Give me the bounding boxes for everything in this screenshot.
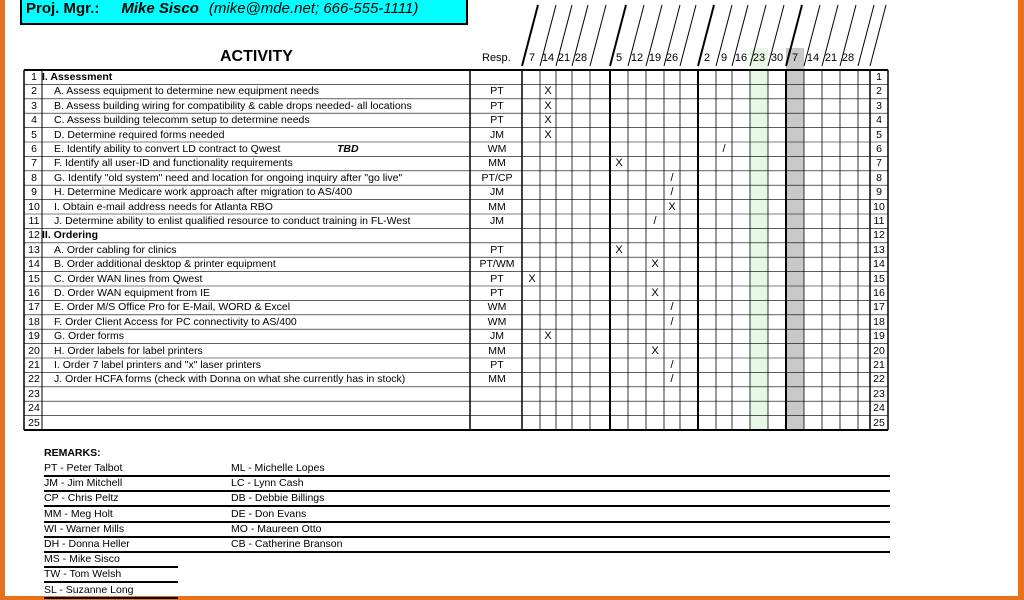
task-label: A. Assess equipment to determine new equipment needs [54, 85, 319, 98]
schedule-mark: X [544, 114, 552, 127]
row-number-right: 3 [876, 99, 882, 112]
legend-entry: JM - Jim Mitchell [44, 477, 123, 490]
legend-entry: DB - Debbie Billings [231, 492, 325, 505]
date-header-slant [590, 5, 606, 66]
legend-rule [44, 521, 890, 523]
date-label: 21 [824, 52, 838, 64]
activity-title: ACTIVITY [220, 48, 293, 65]
schedule-mark: X [668, 200, 676, 213]
task-label: H. Determine Medicare work approach after migration to AS/400 [54, 186, 353, 199]
row-number-right: 22 [873, 373, 885, 386]
row-number-right: 10 [873, 200, 885, 213]
row-number-right: 24 [873, 402, 885, 415]
row-number-right: 17 [873, 301, 885, 314]
legend-entry: MM - Meg Holt [44, 507, 113, 520]
schedule-mark: / [670, 186, 674, 199]
schedule-mark: X [544, 99, 552, 112]
task-label: II. Ordering [42, 229, 99, 242]
resp-code: MM [488, 373, 506, 386]
task-label: B. Assess building wiring for compatibility & cable drops needed- all locations [54, 99, 412, 112]
resp-code: PT [490, 359, 504, 371]
legend-entry: DH - Donna Heller [44, 538, 130, 550]
row-number: 18 [28, 315, 40, 328]
legend-entry: SL - Suzanne Long [44, 583, 134, 596]
row-number: 2 [31, 85, 37, 98]
row-number: 25 [28, 416, 40, 429]
date-label: 19 [648, 52, 662, 64]
resp-code: PT/CP [481, 171, 513, 184]
resp-code: JM [490, 215, 504, 227]
row-number-right: 14 [873, 258, 885, 271]
tbd-note: TBD [337, 143, 359, 155]
schedule-mark: / [653, 215, 657, 227]
date-label: 16 [734, 52, 748, 64]
date-label: 21 [557, 52, 571, 64]
legend-rule [44, 490, 890, 492]
schedule-mark: / [670, 373, 674, 386]
resp-code: WM [487, 301, 507, 314]
row-number-right: 16 [873, 287, 885, 299]
resp-code: MM [488, 157, 506, 170]
highlight-column-gray [786, 48, 804, 430]
legend-rule [44, 505, 890, 507]
date-label: 9 [720, 52, 728, 64]
resp-code: WM [487, 143, 507, 155]
schedule-mark: X [544, 85, 552, 98]
schedule-mark: / [670, 301, 674, 314]
resp-code: PT/WM [479, 258, 515, 271]
row-number-right: 20 [873, 344, 885, 357]
task-label: J. Order HCFA forms (check with Donna on what she currently has in stock) [54, 373, 406, 386]
date-label: 12 [630, 52, 644, 64]
row-number: 4 [31, 114, 37, 127]
legend-entry: WI - Warner Mills [44, 522, 125, 535]
row-number: 13 [28, 243, 40, 256]
row-number-right: 12 [873, 229, 885, 242]
date-header-slant [870, 5, 886, 66]
row-number-right: 4 [876, 114, 882, 127]
date-label: 14 [806, 52, 820, 64]
row-number: 24 [28, 402, 40, 415]
row-number-right: 1 [876, 71, 882, 83]
task-label: E. Order M/S Office Pro for E-Mail, WORD & Excel [54, 301, 291, 314]
row-number-right: 25 [873, 416, 885, 429]
date-label: 30 [770, 52, 784, 64]
schedule-mark: X [651, 344, 659, 357]
project-manager-contact: (mike@mde.net; 666-555-1111) [208, 0, 419, 17]
task-label: H. Order labels for label printers [54, 344, 203, 357]
legend-entry: PT - Peter Talbot [44, 462, 123, 474]
date-label: 14 [541, 52, 555, 64]
row-number-right: 11 [873, 215, 885, 227]
row-number-right: 18 [873, 315, 885, 328]
row-number: 10 [28, 200, 40, 213]
row-number: 15 [28, 272, 40, 285]
task-label: C. Assess building telecomm setup to determine needs [54, 114, 310, 127]
task-label: C. Order WAN lines from Qwest [54, 272, 203, 285]
row-number: 6 [31, 143, 37, 155]
task-label: J. Determine ability to enlist qualified resource to conduct training in FL-West [54, 215, 411, 227]
row-number: 21 [28, 359, 40, 371]
row-number: 20 [28, 344, 40, 357]
schedule-mark: X [651, 258, 659, 271]
resp-code: MM [488, 200, 506, 213]
schedule-mark: X [544, 330, 552, 343]
resp-code: WM [487, 315, 507, 328]
task-label: D. Order WAN equipment from IE [54, 287, 210, 299]
row-number: 23 [28, 387, 40, 400]
schedule-mark: X [528, 272, 536, 285]
row-number-right: 9 [876, 186, 882, 199]
row-number: 3 [31, 99, 37, 112]
remarks-title: REMARKS: [44, 447, 101, 459]
schedule-mark: X [544, 128, 552, 141]
schedule-mark: / [670, 315, 674, 328]
resp-code: PT [490, 99, 504, 112]
date-header-slant [858, 5, 874, 66]
row-number-right: 7 [876, 157, 882, 170]
highlight-column-green [750, 48, 768, 430]
row-number-right: 19 [873, 330, 885, 343]
resp-code: JM [490, 330, 504, 343]
resp-code: PT [490, 114, 504, 127]
schedule-mark: / [670, 171, 674, 184]
date-label: 28 [574, 52, 588, 64]
task-label: F. Identify all user-ID and functionality requirements [54, 157, 293, 170]
row-number: 14 [28, 258, 40, 271]
task-label: G. Order forms [54, 330, 125, 343]
legend-entry: LC - Lynn Cash [231, 477, 304, 490]
row-number: 7 [31, 157, 37, 170]
date-label: 28 [841, 52, 855, 64]
legend-entry: MO - Maureen Otto [231, 522, 322, 535]
schedule-mark: / [670, 359, 674, 371]
task-label: I. Order 7 label printers and "x" laser printers [54, 359, 262, 371]
row-number: 12 [28, 229, 40, 242]
legend-entry: CB - Catherine Branson [231, 538, 343, 550]
resp-title: Resp. [482, 52, 511, 64]
task-label: G. Identify "old system" need and location for ongoing inquiry after "go live" [54, 171, 403, 184]
resp-code: JM [490, 186, 504, 199]
row-number: 17 [28, 301, 40, 314]
resp-code: PT [490, 85, 504, 98]
date-label: 23 [752, 52, 766, 64]
legend-rule [44, 536, 890, 538]
resp-code: PT [490, 243, 504, 256]
row-number: 22 [28, 373, 40, 386]
project-manager-name: Mike Sisco [121, 0, 199, 17]
date-label: 7 [528, 52, 536, 64]
date-label: 2 [703, 52, 711, 64]
task-label: I. Obtain e-mail address needs for Atlanta RBO [54, 200, 273, 213]
row-number-right: 21 [873, 359, 885, 371]
project-manager-label: Proj. Mgr.: [26, 0, 100, 17]
legend-entry: TW - Tom Welsh [44, 568, 122, 581]
legend-rule [44, 551, 890, 553]
date-label: 5 [615, 52, 623, 64]
date-label: 7 [791, 52, 799, 64]
date-header-slant [680, 5, 696, 66]
resp-code: PT [490, 272, 504, 285]
row-number: 5 [31, 128, 37, 141]
legend-entry: DE - Don Evans [231, 507, 307, 520]
row-number-right: 13 [873, 243, 885, 256]
legend-entry: ML - Michelle Lopes [231, 462, 325, 474]
row-number: 19 [28, 330, 40, 343]
task-label: A. Order cabling for clinics [54, 243, 177, 256]
row-number-right: 5 [876, 128, 882, 141]
row-number: 1 [31, 71, 37, 83]
legend-rule [44, 475, 890, 477]
row-number: 8 [31, 171, 37, 184]
row-number: 16 [28, 287, 40, 299]
row-number-right: 8 [876, 171, 882, 184]
resp-code: PT [490, 287, 504, 299]
legend-entry: MS - Mike Sisco [44, 553, 120, 566]
resp-code: MM [488, 344, 506, 357]
task-label: E. Identify ability to convert LD contract to Qwest [54, 143, 281, 155]
date-label: 26 [665, 52, 679, 64]
schedule-mark: X [615, 243, 623, 256]
legend-rule [44, 597, 178, 599]
row-number-right: 15 [873, 272, 885, 285]
task-label: I. Assessment [42, 71, 113, 83]
schedule-mark: X [615, 157, 623, 170]
legend-entry: CP - Chris Peltz [44, 492, 119, 505]
row-number: 9 [31, 186, 37, 199]
schedule-mark: X [651, 287, 659, 299]
row-number: 11 [28, 215, 40, 227]
row-number-right: 6 [876, 143, 882, 155]
task-label: F. Order Client Access for PC connectivity to AS/400 [54, 315, 297, 328]
schedule-mark: / [722, 143, 726, 155]
row-number-right: 2 [876, 85, 882, 98]
resp-code: JM [490, 128, 504, 141]
row-number-right: 23 [873, 387, 885, 400]
task-label: D. Determine required forms needed [54, 128, 225, 141]
task-label: B. Order additional desktop & printer equipment [54, 258, 276, 271]
